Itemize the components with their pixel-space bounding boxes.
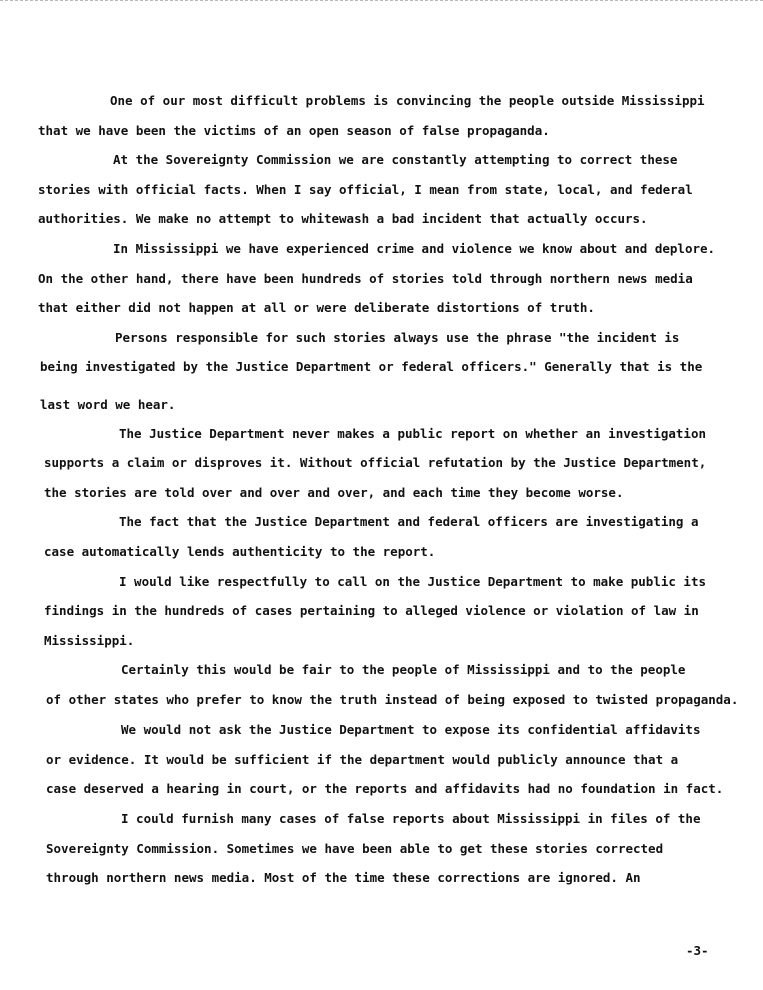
- text-line: that either did not happen at all or were deliberate distortions of truth.: [38, 300, 595, 315]
- text-line: authorities. We make no attempt to whitewash a bad incident that actually occurs.: [38, 211, 648, 226]
- text-line: Certainly this would be fair to the people of Mississippi and to the people: [121, 662, 686, 677]
- text-line: case automatically lends authenticity to the report.: [44, 544, 436, 559]
- text-line: that we have been the victims of an open season of false propaganda.: [38, 123, 550, 138]
- text-line: Sovereignty Commission. Sometimes we have been able to get these stories corrected: [46, 841, 664, 856]
- text-line: the stories are told over and over and over, and each time they become worse.: [44, 485, 624, 500]
- text-line: being investigated by the Justice Department or federal officers." Generally that is the: [40, 359, 703, 374]
- text-line: The fact that the Justice Department and federal officers are investigating a: [119, 514, 699, 529]
- page-number: -3-: [686, 943, 709, 958]
- text-line: I could furnish many cases of false reports about Mississippi in files of the: [121, 811, 701, 826]
- text-line: through northern news media. Most of the time these corrections are ignored. An: [46, 870, 641, 885]
- text-line: findings in the hundreds of cases pertaining to alleged violence or violation of law in: [44, 603, 699, 618]
- text-line: I would like respectfully to call on the Justice Department to make public its: [119, 574, 706, 589]
- text-line: last word we hear.: [40, 397, 176, 412]
- text-line: In Mississippi we have experienced crime and violence we know about and deplore.: [113, 241, 716, 256]
- text-line: stories with official facts. When I say official, I mean from state, local, and federal: [38, 182, 693, 197]
- text-line: Persons responsible for such stories always use the phrase "the incident is: [115, 330, 680, 345]
- text-line: At the Sovereignty Commission we are constantly attempting to correct these: [113, 152, 678, 167]
- text-line: On the other hand, there have been hundreds of stories told through northern news media: [38, 271, 693, 286]
- text-line: of other states who prefer to know the truth instead of being exposed to twisted propaganda.: [46, 692, 739, 707]
- text-line: or evidence. It would be sufficient if the department would publicly announce that a: [46, 752, 679, 767]
- text-line: Mississippi.: [44, 633, 135, 648]
- text-line: We would not ask the Justice Department to expose its confidential affidavits: [121, 722, 701, 737]
- text-line: supports a claim or disproves it. Without official refutation by the Justice Department,: [44, 455, 707, 470]
- text-line: One of our most difficult problems is convincing the people outside Mississippi: [110, 93, 705, 108]
- text-line: case deserved a hearing in court, or the reports and affidavits had no foundation in fact.: [46, 781, 724, 796]
- text-line: The Justice Department never makes a public report on whether an investigation: [119, 426, 706, 441]
